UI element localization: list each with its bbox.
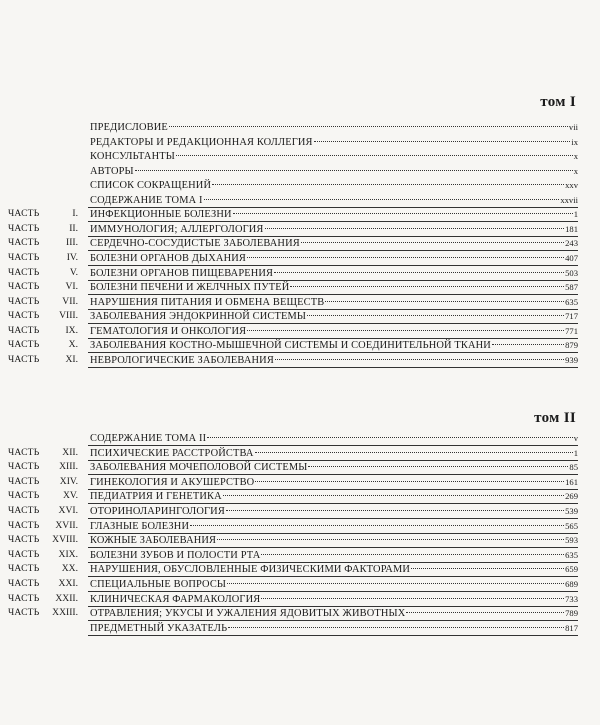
entry-title: ОТОРИНОЛАРИНГОЛОГИЯ xyxy=(90,506,225,517)
dot-leader xyxy=(207,437,572,438)
dot-leader xyxy=(314,141,571,142)
entry-title: СПИСОК СОКРАЩЕНИЙ xyxy=(90,180,212,192)
toc-entry xyxy=(90,519,578,534)
dot-leader xyxy=(261,554,564,555)
toc-row xyxy=(0,266,600,280)
part-number: XI. xyxy=(65,353,78,365)
dot-leader xyxy=(217,539,564,540)
entry-title: ЗАБОЛЕВАНИЯ КОСТНО-МЫШЕЧНОЙ СИСТЕМЫ И СОЕДИНИТЕЛЬНОЙ ТКАНИ xyxy=(90,340,491,352)
entry-title: ЗАБОЛЕВАНИЯ МОЧЕПОЛОВОЙ СИСТЕМЫ xyxy=(90,462,308,474)
part-label: ЧАСТЬ xyxy=(8,310,40,322)
page-number: 771 xyxy=(565,325,578,336)
toc-row xyxy=(0,149,600,163)
entry-title: ИММУНОЛОГИЯ; АЛЛЕРГОЛОГИЯ xyxy=(90,223,264,235)
page-number: vii xyxy=(568,122,578,132)
page-number: x xyxy=(573,165,578,176)
dot-leader xyxy=(255,481,564,482)
page-number: 817 xyxy=(565,622,578,633)
part-label: ЧАСТЬ xyxy=(8,324,40,336)
section-rule xyxy=(88,367,578,368)
part-label: ЧАСТЬ xyxy=(8,475,40,487)
volume-1-title: том I xyxy=(540,94,576,110)
page-number: 659 xyxy=(565,564,578,575)
page-number: 939 xyxy=(565,354,578,365)
dot-leader xyxy=(247,257,564,258)
dot-leader xyxy=(176,155,573,156)
toc-entry xyxy=(90,606,578,621)
entry-title: ГЛАЗНЫЕ БОЛЕЗНИ xyxy=(90,520,190,532)
entry-title: НАРУШЕНИЯ, ОБУСЛОВЛЕННЫЕ ФИЗИЧЕСКИМИ ФАКТОРАМИ xyxy=(90,564,410,576)
entry-title: ПРЕДИСЛОВИЕ xyxy=(90,122,168,133)
dot-leader xyxy=(406,612,564,613)
toc-entry xyxy=(90,353,578,368)
part-label: ЧАСТЬ xyxy=(8,446,40,458)
entry-title: РЕДАКТОРЫ И РЕДАКЦИОННАЯ КОЛЛЕГИЯ xyxy=(90,136,313,148)
toc-row xyxy=(0,431,600,445)
part-label: ЧАСТЬ xyxy=(8,461,40,473)
toc-entry xyxy=(90,266,578,281)
entry-title: БОЛЕЗНИ ОРГАНОВ ДЫХАНИЯ xyxy=(90,252,246,264)
toc-entry xyxy=(90,135,578,150)
part-number: X. xyxy=(68,339,78,351)
page-number: xxvii xyxy=(560,194,578,205)
part-number: XXIII. xyxy=(52,607,78,619)
toc-entry xyxy=(90,324,578,339)
toc-entry xyxy=(90,533,578,548)
page-number: 789 xyxy=(565,608,578,619)
dot-leader xyxy=(492,344,564,345)
part-number: I. xyxy=(72,208,78,220)
entry-title: СЕРДЕЧНО-СОСУДИСТЫЕ ЗАБОЛЕВАНИЯ xyxy=(90,238,300,250)
part-number: VII. xyxy=(62,295,78,307)
part-label: ЧАСТЬ xyxy=(8,353,40,365)
page-number: 635 xyxy=(565,296,578,307)
toc-row xyxy=(0,606,600,620)
toc-entry xyxy=(90,489,578,504)
toc-entry xyxy=(90,460,578,475)
part-number: XII. xyxy=(62,446,78,458)
part-number: XXII. xyxy=(55,592,78,604)
toc-entry xyxy=(90,338,578,353)
dot-leader xyxy=(226,510,564,511)
volume-2-title: том II xyxy=(534,410,576,426)
page-number: 689 xyxy=(565,579,578,589)
entry-title: ПЕДИАТРИЯ И ГЕНЕТИКА xyxy=(90,491,222,503)
part-label: ЧАСТЬ xyxy=(8,237,40,249)
toc-entry xyxy=(90,295,578,310)
toc-row xyxy=(0,446,600,460)
toc-row xyxy=(0,324,600,338)
toc-row xyxy=(0,519,600,533)
part-number: VIII. xyxy=(59,310,78,322)
toc-row xyxy=(0,236,600,250)
toc-row xyxy=(0,280,600,294)
part-number: XVIII. xyxy=(52,534,78,546)
toc-row xyxy=(0,309,600,323)
toc-row xyxy=(0,353,600,367)
entry-title: ЗАБОЛЕВАНИЯ ЭНДОКРИННОЙ СИСТЕМЫ xyxy=(90,311,307,323)
entry-title: БОЛЕЗНИ ПЕЧЕНИ И ЖЕЛЧНЫХ ПУТЕЙ xyxy=(90,282,290,294)
page-number: 181 xyxy=(565,223,578,234)
entry-title: ГЕМАТОЛОГИЯ И ОНКОЛОГИЯ xyxy=(90,325,247,337)
toc-row xyxy=(0,338,600,352)
entry-title: СОДЕРЖАНИЕ ТОМА II xyxy=(90,433,207,444)
part-label: ЧАСТЬ xyxy=(8,563,40,575)
dot-leader xyxy=(228,627,564,628)
toc-row xyxy=(0,592,600,606)
toc-row xyxy=(0,135,600,149)
part-label: ЧАСТЬ xyxy=(8,505,40,516)
page-number: x xyxy=(573,151,578,162)
toc-entry xyxy=(90,207,578,222)
page-number: 1 xyxy=(573,209,578,220)
dot-leader xyxy=(261,598,564,599)
part-number: XVII. xyxy=(55,519,78,531)
part-number: VI. xyxy=(65,281,78,293)
dot-leader xyxy=(223,495,564,496)
page-number: 269 xyxy=(565,491,578,502)
toc-row xyxy=(0,562,600,576)
part-label: ЧАСТЬ xyxy=(8,281,40,293)
entry-title: ОТРАВЛЕНИЯ; УКУСЫ И УЖАЛЕНИЯ ЯДОВИТЫХ ЖИВОТНЫХ xyxy=(90,608,406,620)
dot-leader xyxy=(301,242,564,243)
part-label: ЧАСТЬ xyxy=(8,266,40,278)
page-number: 243 xyxy=(565,238,578,249)
entry-title: СОДЕРЖАНИЕ ТОМА I xyxy=(90,194,203,206)
toc-row xyxy=(0,178,600,192)
toc-row xyxy=(0,193,600,207)
toc-entry xyxy=(90,251,578,266)
page-number: 161 xyxy=(565,476,578,487)
page-number: 879 xyxy=(565,340,578,351)
toc-entry xyxy=(90,548,578,563)
toc-entry xyxy=(90,178,578,193)
part-number: III. xyxy=(66,237,78,249)
dot-leader xyxy=(265,228,565,229)
part-label: ЧАСТЬ xyxy=(8,607,40,619)
part-label: ЧАСТЬ xyxy=(8,592,40,604)
dot-leader xyxy=(233,213,573,214)
entry-title: АВТОРЫ xyxy=(90,165,134,177)
entry-title: БОЛЕЗНИ ЗУБОВ И ПОЛОСТИ РТА xyxy=(90,549,261,561)
part-number: XX. xyxy=(61,563,78,575)
part-number: XIX. xyxy=(58,548,78,560)
page-number: 407 xyxy=(565,252,578,263)
toc-row xyxy=(0,251,600,265)
toc-row xyxy=(0,207,600,221)
toc-row xyxy=(0,504,600,518)
toc-row xyxy=(0,164,600,178)
dot-leader xyxy=(190,525,564,526)
part-label: ЧАСТЬ xyxy=(8,578,40,589)
part-number: V. xyxy=(69,266,78,278)
dot-leader xyxy=(275,359,564,360)
toc-entry xyxy=(90,475,578,490)
toc-entry xyxy=(90,562,578,577)
dot-leader xyxy=(255,452,573,453)
toc-entry xyxy=(90,446,578,461)
toc-entry xyxy=(90,504,578,519)
page-number: 539 xyxy=(565,506,578,516)
entry-title: ИНФЕКЦИОННЫЕ БОЛЕЗНИ xyxy=(90,209,232,221)
entry-title: НАРУШЕНИЯ ПИТАНИЯ И ОБМЕНА ВЕЩЕСТВ xyxy=(90,296,325,308)
toc-row xyxy=(0,621,600,635)
entry-title: ПСИХИЧЕСКИЕ РАССТРОЙСТВА xyxy=(90,447,254,459)
dot-leader xyxy=(411,568,564,569)
entry-title: СПЕЦИАЛЬНЫЕ ВОПРОСЫ xyxy=(90,579,227,590)
toc-entry xyxy=(90,309,578,324)
page-number: v xyxy=(573,433,578,443)
page-number: 587 xyxy=(565,282,578,293)
toc-entry xyxy=(90,280,578,295)
toc-entry xyxy=(90,592,578,607)
page-number: 1 xyxy=(573,447,578,458)
entry-title: БОЛЕЗНИ ОРГАНОВ ПИЩЕВАРЕНИЯ xyxy=(90,267,274,279)
part-label: ЧАСТЬ xyxy=(8,339,40,351)
toc-entry xyxy=(90,431,578,446)
dot-leader xyxy=(204,199,560,200)
part-label: ЧАСТЬ xyxy=(8,490,40,502)
page-number: 635 xyxy=(565,549,578,560)
dot-leader xyxy=(135,170,573,171)
dot-leader xyxy=(290,286,564,287)
toc-entry xyxy=(90,236,578,251)
part-label: ЧАСТЬ xyxy=(8,208,40,220)
toc-row xyxy=(0,489,600,503)
toc-entry xyxy=(90,149,578,164)
part-label: ЧАСТЬ xyxy=(8,548,40,560)
section-rule xyxy=(88,635,578,636)
toc-row xyxy=(0,460,600,474)
part-number: XXI. xyxy=(58,578,78,589)
toc-row xyxy=(0,120,600,134)
dot-leader xyxy=(212,184,564,185)
dot-leader xyxy=(274,272,564,273)
toc-row xyxy=(0,548,600,562)
dot-leader xyxy=(227,583,564,584)
page-number: ix xyxy=(571,136,578,147)
dot-leader xyxy=(247,330,564,331)
page-number: 503 xyxy=(565,267,578,278)
page-number: 593 xyxy=(565,535,578,546)
entry-title: ГИНЕКОЛОГИЯ И АКУШЕРСТВО xyxy=(90,476,255,488)
dot-leader xyxy=(169,126,568,127)
dot-leader xyxy=(325,301,564,302)
page-number: 565 xyxy=(565,520,578,531)
part-number: XV. xyxy=(62,490,78,502)
part-label: ЧАСТЬ xyxy=(8,519,40,531)
toc-entry xyxy=(90,120,578,135)
part-number: XIII. xyxy=(59,461,78,473)
toc-entry xyxy=(90,222,578,237)
toc-entry xyxy=(90,577,578,592)
toc-entry xyxy=(90,193,578,208)
part-number: XVI. xyxy=(58,505,78,516)
toc-row xyxy=(0,295,600,309)
page-number: 717 xyxy=(565,311,578,322)
page-number: 85 xyxy=(569,462,578,473)
dot-leader xyxy=(308,466,568,467)
entry-title: НЕВРОЛОГИЧЕСКИЕ ЗАБОЛЕВАНИЯ xyxy=(90,354,274,366)
dot-leader xyxy=(307,315,564,316)
part-label: ЧАСТЬ xyxy=(8,222,40,234)
part-number: II. xyxy=(69,222,78,234)
entry-title: КОНСУЛЬТАНТЫ xyxy=(90,151,175,163)
toc-entry xyxy=(90,164,578,179)
page-number: xxv xyxy=(565,180,578,191)
toc-row xyxy=(0,577,600,591)
toc-row xyxy=(0,475,600,489)
page-number: 733 xyxy=(565,593,578,604)
entry-title: КЛИНИЧЕСКАЯ ФАРМАКОЛОГИЯ xyxy=(90,593,261,605)
entry-title: КОЖНЫЕ ЗАБОЛЕВАНИЯ xyxy=(90,535,217,547)
part-number: IV. xyxy=(66,251,78,263)
part-number: XIV. xyxy=(59,475,78,487)
part-number: IX. xyxy=(65,324,78,336)
toc-entry xyxy=(90,621,578,636)
toc-row xyxy=(0,222,600,236)
part-label: ЧАСТЬ xyxy=(8,251,40,263)
part-label: ЧАСТЬ xyxy=(8,295,40,307)
toc-row xyxy=(0,533,600,547)
entry-title: ПРЕДМЕТНЫЙ УКАЗАТЕЛЬ xyxy=(90,622,228,634)
part-label: ЧАСТЬ xyxy=(8,534,40,546)
